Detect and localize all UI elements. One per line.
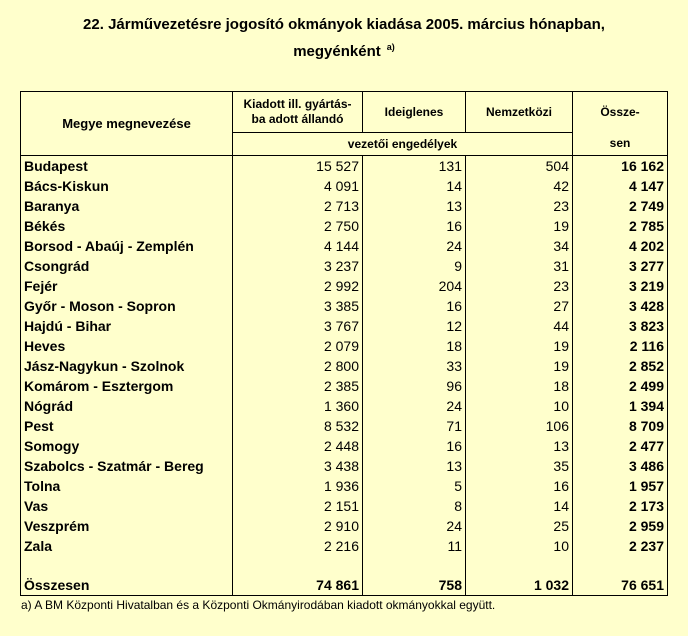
- county-name: Nógrád: [21, 396, 233, 416]
- header-permanent-line-2: ba adott állandó: [251, 112, 344, 126]
- spacer-row: [21, 556, 668, 575]
- cell-total: 2 852: [573, 356, 668, 376]
- header-temporary: Ideiglenes: [363, 92, 466, 133]
- footnote: a) A BM Központi Hivatalban és a Központi Okmányirodában kiadott okmányokkal együtt.: [21, 598, 496, 612]
- cell-temporary: 16: [363, 436, 466, 456]
- table-row: [21, 356, 668, 376]
- table-row: [21, 496, 668, 516]
- cell-total: 3 428: [573, 296, 668, 316]
- cell-international: 1 032: [466, 575, 573, 596]
- county-name: Heves: [21, 336, 233, 356]
- spacer-cell: [363, 556, 466, 575]
- footnote-marker: a): [386, 42, 395, 52]
- table-row: [21, 316, 668, 336]
- cell-total: 4 202: [573, 236, 668, 256]
- cell-permanent: 2 992: [233, 276, 363, 296]
- cell-international: 10: [466, 396, 573, 416]
- header-county: Megye megnevezése: [21, 92, 233, 156]
- cell-temporary: 131: [363, 156, 466, 177]
- cell-temporary: 13: [363, 456, 466, 476]
- county-name: Fejér: [21, 276, 233, 296]
- cell-permanent: 2 216: [233, 536, 363, 556]
- county-name: Borsod - Abaúj - Zemplén: [21, 236, 233, 256]
- cell-temporary: 24: [363, 516, 466, 536]
- cell-international: 18: [466, 376, 573, 396]
- cell-total: 16 162: [573, 156, 668, 177]
- cell-permanent: 3 438: [233, 456, 363, 476]
- cell-temporary: 16: [363, 296, 466, 316]
- cell-total: 2 749: [573, 196, 668, 216]
- cell-temporary: 11: [363, 536, 466, 556]
- cell-permanent: 74 861: [233, 575, 363, 596]
- total-row: [21, 575, 668, 596]
- cell-permanent: 1 360: [233, 396, 363, 416]
- county-name: Komárom - Esztergom: [21, 376, 233, 396]
- cell-total: 1 394: [573, 396, 668, 416]
- header-permanent-line-1: Kiadott ill. gyártás-: [243, 97, 352, 111]
- header-permanent: [233, 92, 363, 133]
- cell-international: 31: [466, 256, 573, 276]
- cell-international: 10: [466, 536, 573, 556]
- cell-temporary: 9: [363, 256, 466, 276]
- cell-international: 14: [466, 496, 573, 516]
- table-row: [21, 336, 668, 356]
- county-name: Pest: [21, 416, 233, 436]
- county-name: Zala: [21, 536, 233, 556]
- cell-international: 106: [466, 416, 573, 436]
- cell-total: 76 651: [573, 575, 668, 596]
- cell-temporary: 16: [363, 216, 466, 236]
- header-total-bottom: sen: [573, 133, 668, 156]
- county-name: Győr - Moson - Sopron: [21, 296, 233, 316]
- cell-permanent: 2 079: [233, 336, 363, 356]
- spacer-cell: [21, 556, 233, 575]
- table-row: [21, 436, 668, 456]
- cell-permanent: 3 767: [233, 316, 363, 336]
- cell-temporary: 24: [363, 396, 466, 416]
- cell-permanent: 2 910: [233, 516, 363, 536]
- cell-permanent: 4 091: [233, 176, 363, 196]
- cell-temporary: 96: [363, 376, 466, 396]
- county-name: Csongrád: [21, 256, 233, 276]
- cell-total: 3 219: [573, 276, 668, 296]
- cell-permanent: 3 237: [233, 256, 363, 276]
- cell-international: 19: [466, 336, 573, 356]
- county-name: Jász-Nagykun - Szolnok: [21, 356, 233, 376]
- cell-total: 2 785: [573, 216, 668, 236]
- cell-total: 3 823: [573, 316, 668, 336]
- cell-international: 34: [466, 236, 573, 256]
- header-international: Nemzetközi: [466, 92, 573, 133]
- cell-permanent: 15 527: [233, 156, 363, 177]
- cell-permanent: 2 385: [233, 376, 363, 396]
- cell-temporary: 8: [363, 496, 466, 516]
- cell-permanent: 8 532: [233, 416, 363, 436]
- county-name: Baranya: [21, 196, 233, 216]
- county-name: Budapest: [21, 156, 233, 177]
- cell-total: 8 709: [573, 416, 668, 436]
- county-name: Bács-Kiskun: [21, 176, 233, 196]
- total-label: Összesen: [21, 575, 233, 596]
- cell-temporary: 33: [363, 356, 466, 376]
- cell-international: 25: [466, 516, 573, 536]
- title-line-2: [0, 36, 688, 63]
- header-total-top: Össze-: [573, 92, 668, 133]
- title-line-1: 22. Járművezetésre jogosító okmányok kiadása 2005. március hónapban,: [83, 16, 605, 33]
- county-name: Veszprém: [21, 516, 233, 536]
- table-row: [21, 456, 668, 476]
- cell-international: 23: [466, 196, 573, 216]
- table-row: [21, 256, 668, 276]
- cell-international: 504: [466, 156, 573, 177]
- table-row: [21, 236, 668, 256]
- cell-total: 2 499: [573, 376, 668, 396]
- cell-permanent: 2 800: [233, 356, 363, 376]
- table-row: [21, 376, 668, 396]
- cell-permanent: 2 750: [233, 216, 363, 236]
- table-row: [21, 516, 668, 536]
- cell-temporary: 24: [363, 236, 466, 256]
- table-row: [21, 536, 668, 556]
- table-row: [21, 416, 668, 436]
- table-row: [21, 216, 668, 236]
- table-row: [21, 156, 668, 177]
- county-name: Hajdú - Bihar: [21, 316, 233, 336]
- cell-permanent: 2 151: [233, 496, 363, 516]
- spacer-cell: [466, 556, 573, 575]
- cell-temporary: 71: [363, 416, 466, 436]
- cell-temporary: 758: [363, 575, 466, 596]
- cell-total: 3 277: [573, 256, 668, 276]
- spacer-cell: [233, 556, 363, 575]
- table-row: [21, 276, 668, 296]
- title-line-2-text: megyénként: [293, 43, 381, 60]
- cell-temporary: 14: [363, 176, 466, 196]
- cell-temporary: 13: [363, 196, 466, 216]
- cell-international: 19: [466, 216, 573, 236]
- cell-temporary: 204: [363, 276, 466, 296]
- table-row: [21, 176, 668, 196]
- cell-international: 35: [466, 456, 573, 476]
- cell-permanent: 3 385: [233, 296, 363, 316]
- cell-temporary: 5: [363, 476, 466, 496]
- county-name: Szabolcs - Szatmár - Bereg: [21, 456, 233, 476]
- table-title: [0, 14, 688, 63]
- county-name: Somogy: [21, 436, 233, 456]
- cell-total: 1 957: [573, 476, 668, 496]
- cell-international: 13: [466, 436, 573, 456]
- cell-total: 2 173: [573, 496, 668, 516]
- spacer-cell: [573, 556, 668, 575]
- county-name: Tolna: [21, 476, 233, 496]
- cell-temporary: 12: [363, 316, 466, 336]
- cell-permanent: 1 936: [233, 476, 363, 496]
- cell-total: 3 486: [573, 456, 668, 476]
- header-subheader: vezetői engedélyek: [233, 133, 573, 156]
- cell-total: 4 147: [573, 176, 668, 196]
- cell-total: 2 116: [573, 336, 668, 356]
- table-row: [21, 476, 668, 496]
- cell-international: 42: [466, 176, 573, 196]
- data-table: [20, 91, 668, 596]
- table-row: [21, 396, 668, 416]
- table-row: [21, 196, 668, 216]
- county-name: Békés: [21, 216, 233, 236]
- cell-temporary: 18: [363, 336, 466, 356]
- cell-international: 27: [466, 296, 573, 316]
- cell-permanent: 2 448: [233, 436, 363, 456]
- table-row: [21, 296, 668, 316]
- cell-international: 16: [466, 476, 573, 496]
- cell-permanent: 4 144: [233, 236, 363, 256]
- county-name: Vas: [21, 496, 233, 516]
- cell-total: 2 237: [573, 536, 668, 556]
- cell-international: 19: [466, 356, 573, 376]
- table-body: [21, 156, 668, 596]
- cell-international: 23: [466, 276, 573, 296]
- cell-total: 2 959: [573, 516, 668, 536]
- cell-international: 44: [466, 316, 573, 336]
- cell-permanent: 2 713: [233, 196, 363, 216]
- cell-total: 2 477: [573, 436, 668, 456]
